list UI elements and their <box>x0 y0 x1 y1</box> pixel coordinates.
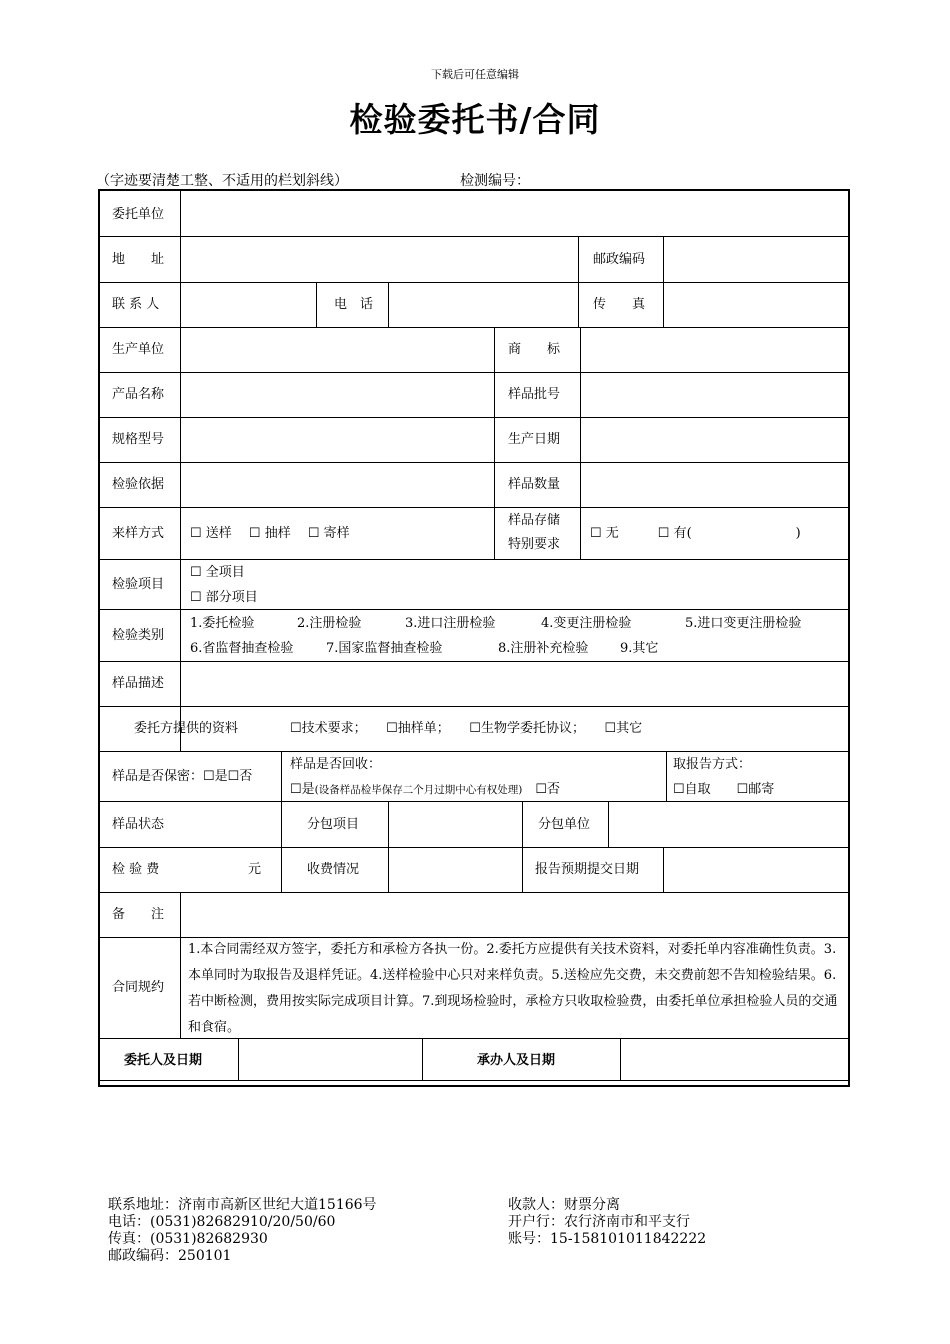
production-date-label: 生产日期 <box>508 432 561 447</box>
return-options[interactable] <box>290 781 560 799</box>
sub-unit-label: 分包单位 <box>538 817 591 832</box>
phone-label: 电 话 <box>334 297 374 312</box>
category-option-5[interactable]: 5.进口变更注册检验 <box>685 616 802 631</box>
storage-label-line1: 样品存储 <box>508 513 561 528</box>
materials-label: 委托方提供的资料 <box>134 721 239 736</box>
sampling-method-label: 来样方式 <box>112 526 165 541</box>
client-signature-label: 委托人及日期 <box>124 1053 203 1068</box>
trademark-label: 商 标 <box>508 342 561 357</box>
status-label: 样品状态 <box>112 817 165 832</box>
basis-label: 检验依据 <box>112 477 165 492</box>
category-option-2[interactable]: 2.注册检验 <box>297 616 362 631</box>
footer-fax: 传真：(0531)82682930 <box>108 1231 268 1247</box>
materials-options[interactable]: ☐技术要求； ☐抽样单； ☐生物学委托协议； ☐其它 <box>290 721 643 736</box>
storage-label-line2: 特别要求 <box>508 537 561 552</box>
footer-address: 联系地址：济南市高新区世纪大道15166号 <box>108 1197 377 1213</box>
description-label: 样品描述 <box>112 676 165 691</box>
category-option-7[interactable]: 7.国家监督抽查检验 <box>326 641 443 656</box>
remarks-label: 备 注 <box>112 907 165 922</box>
storage-options[interactable]: ☐ 无 ☐ 有( ) <box>590 526 801 541</box>
category-option-8[interactable]: 8.注册补充检验 <box>498 641 589 656</box>
handler-signature-label: 承办人及日期 <box>477 1053 556 1068</box>
contact-label: 联 系 人 <box>112 297 160 312</box>
footer-postcode: 邮政编码：250101 <box>108 1248 232 1264</box>
return-label: 样品是否回收： <box>290 757 382 772</box>
fee-label: 检 验 费 <box>112 862 160 877</box>
report-date-label: 报告预期提交日期 <box>535 862 640 877</box>
category-label: 检验类别 <box>112 628 165 643</box>
footer-payee: 收款人：财票分离 <box>508 1197 620 1213</box>
test-code-label: 检测编号： <box>460 173 530 189</box>
fee-unit: 元 <box>248 862 262 877</box>
return-no-option[interactable]: ☐否 <box>535 782 561 797</box>
items-all-option[interactable]: ☐ 全项目 <box>190 565 245 580</box>
subtitle-instruction: （字迹要清楚工整、不适用的栏划斜线） <box>96 173 348 189</box>
payment-label: 收费情况 <box>307 862 360 877</box>
category-option-1[interactable]: 1.委托检验 <box>190 616 255 631</box>
footer-bank: 开户行：农行济南市和平支行 <box>508 1214 690 1230</box>
sub-items-label: 分包项目 <box>307 817 360 832</box>
header-note: 下载后可任意编辑 <box>431 68 519 81</box>
items-partial-option[interactable]: ☐ 部分项目 <box>190 590 258 605</box>
spec-label: 规格型号 <box>112 432 165 447</box>
contract-label: 合同规约 <box>112 980 165 995</box>
category-option-6[interactable]: 6.省监督抽查检验 <box>190 641 294 656</box>
postcode-label: 邮政编码 <box>593 252 646 267</box>
category-option-4[interactable]: 4.变更注册检验 <box>541 616 632 631</box>
quantity-label: 样品数量 <box>508 477 561 492</box>
sampling-options[interactable]: ☐ 送样 ☐ 抽样 ☐ 寄样 <box>190 526 350 541</box>
return-note: (设备样品检毕保存二个月过期中心有权处理) <box>314 784 523 796</box>
address-label: 地 址 <box>112 252 165 267</box>
category-option-3[interactable]: 3.进口注册检验 <box>405 616 496 631</box>
footer-account: 账号：15-158101011842222 <box>508 1231 707 1247</box>
contract-terms: 1.本合同需经双方签字，委托方和承检方各执一份。2.委托方应提供有关技术资料，对委托单内容准确性负责。3.本单同时为取报告及退样凭证。4.送样检验中心只对来样负责。5.送检应先交费，未交费前恕不告知检验结果。6.若中断检测，费用按实际完成项目计算。7.到现场检验时，承检方只收取检验费，由委托单位承担检验人员的交通和食宿。 <box>188 942 838 1035</box>
batch-no-label: 样品批号 <box>508 387 561 402</box>
client-unit-label: 委托单位 <box>112 207 165 222</box>
form-table <box>98 189 850 1087</box>
confidential-option[interactable]: 样品是否保密：☐是☐否 <box>112 769 253 784</box>
category-option-9[interactable]: 9.其它 <box>620 641 659 656</box>
report-method-options[interactable]: ☐自取 ☐邮寄 <box>673 782 775 797</box>
report-method-label: 取报告方式： <box>673 757 752 772</box>
return-yes-option[interactable]: ☐是 <box>290 782 315 797</box>
footer-phone: 电话：(0531)82682910/20/50/60 <box>108 1214 336 1230</box>
items-label: 检验项目 <box>112 577 165 592</box>
manufacturer-label: 生产单位 <box>112 342 165 357</box>
product-name-label: 产品名称 <box>112 387 165 402</box>
fax-label: 传 真 <box>593 297 646 312</box>
page-title: 检验委托书/合同 <box>349 100 601 139</box>
